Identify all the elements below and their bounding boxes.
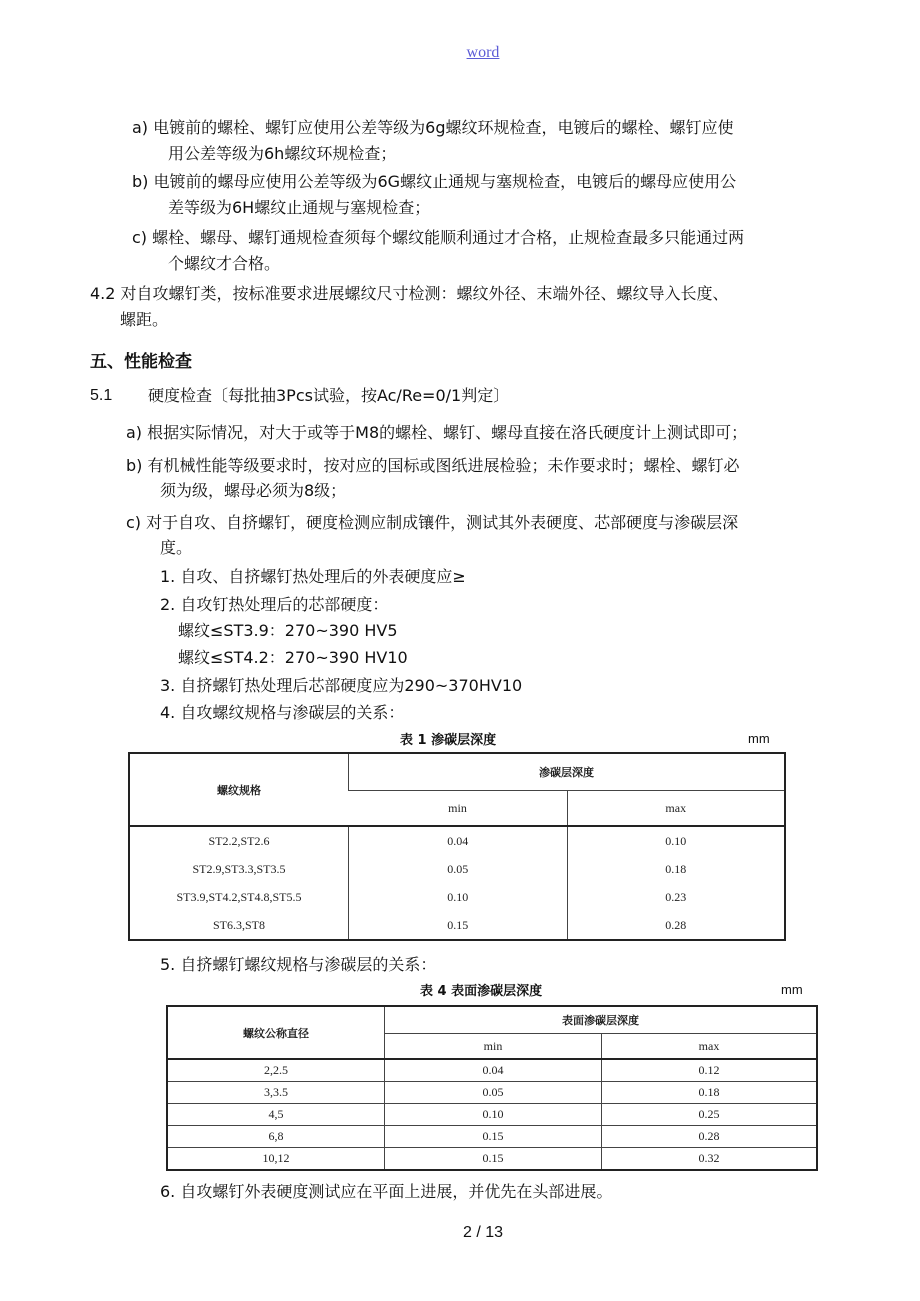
table2-cell-max: 0.18 bbox=[602, 1082, 818, 1104]
sub-item-2: 2. 自攻钉热处理后的芯部硬度： bbox=[160, 595, 389, 614]
hardness-item-c-line2: 度。 bbox=[160, 538, 193, 557]
header-word-link[interactable]: word bbox=[466, 44, 500, 61]
table2-cell-spec: 3,3.5 bbox=[167, 1082, 385, 1104]
table-row bbox=[129, 883, 785, 911]
table1-cell-spec: ST2.9,ST3.3,ST3.5 bbox=[192, 861, 286, 876]
item-b-line1: b) 电镀前的螺母应使用公差等级为6G螺纹止通规与塞规检查，电镀后的螺母应使用公 bbox=[132, 172, 737, 191]
table1-cell-max: 0.18 bbox=[567, 855, 785, 883]
table-row bbox=[167, 1148, 817, 1171]
table2-cell-max: 0.28 bbox=[602, 1126, 818, 1148]
table-row bbox=[167, 1104, 817, 1126]
table1-header-min: min bbox=[349, 791, 568, 827]
table2-caption: 表 4 表面渗碳层深度 bbox=[420, 984, 543, 999]
item-4-2-line2: 螺距。 bbox=[120, 310, 169, 329]
table2-cell-min: 0.15 bbox=[385, 1126, 602, 1148]
table2-unit: mm bbox=[781, 982, 803, 997]
table2-header-min: min bbox=[385, 1034, 602, 1060]
table2-cell-min: 0.10 bbox=[385, 1104, 602, 1126]
table1-header-max: max bbox=[567, 791, 785, 827]
table1-cell-min: 0.15 bbox=[349, 911, 568, 940]
item-5-1-title: 硬度检查〔每批抽3Pcs试验，按Ac/Re=0/1判定〕 bbox=[148, 386, 510, 405]
item-c-line2: 个螺纹才合格。 bbox=[168, 254, 281, 273]
table1-cell-max: 0.23 bbox=[567, 883, 785, 911]
table1-cell-spec: ST3.9,ST4.2,ST4.8,ST5.5 bbox=[176, 889, 302, 904]
sub-item-2-spec-b: 螺纹≤ST4.2：270~390 HV10 bbox=[178, 648, 408, 667]
table2-header-spec: 螺纹公称直径 bbox=[167, 1006, 385, 1059]
section-title: 五、性能检查 bbox=[90, 352, 192, 372]
table1-header-group: 渗碳层深度 bbox=[349, 753, 786, 791]
hardness-item-b-line2: 须为级，螺母必须为8级； bbox=[160, 481, 347, 500]
item-b-line2: 差等级为6H螺纹止通规与塞规检查； bbox=[168, 198, 431, 217]
table2-cell-min: 0.15 bbox=[385, 1148, 602, 1171]
table1-unit: mm bbox=[748, 731, 770, 746]
sub-item-1: 1. 自攻、自挤螺钉热处理后的外表硬度应≥ bbox=[160, 567, 466, 586]
table1 bbox=[128, 752, 786, 941]
table1-cell-spec: ST6.3,ST8 bbox=[212, 917, 265, 932]
sub-item-2-spec-a: 螺纹≤ST3.9：270~390 HV5 bbox=[178, 621, 398, 640]
table2-header-group: 表面渗碳层深度 bbox=[385, 1006, 818, 1034]
table1-cell-min: 0.04 bbox=[349, 826, 568, 855]
table-row bbox=[167, 1126, 817, 1148]
table2-cell-spec: 6,8 bbox=[167, 1126, 385, 1148]
table1-caption: 表 1 渗碳层深度 bbox=[400, 733, 497, 748]
page-number: 2 / 13 bbox=[462, 1224, 504, 1241]
hardness-item-a: a) 根据实际情况，对大于或等于M8的螺栓、螺钉、螺母直接在洛氏硬度计上测试即可； bbox=[126, 423, 748, 442]
item-a-line1: a) 电镀前的螺栓、螺钉应使用公差等级为6g螺纹环规检查，电镀后的螺栓、螺钉应使 bbox=[132, 118, 734, 137]
sub-item-5: 5. 自挤螺钉螺纹规格与渗碳层的关系： bbox=[160, 955, 437, 974]
table1-cell-max: 0.10 bbox=[567, 826, 785, 855]
item-5-1-number: 5.1 bbox=[90, 387, 113, 404]
table2-cell-max: 0.25 bbox=[602, 1104, 818, 1126]
item-a-line2: 用公差等级为6h螺纹环规检查； bbox=[168, 144, 397, 163]
table1-header-spec: 螺纹规格 bbox=[129, 753, 349, 826]
sub-item-4: 4. 自攻螺纹规格与渗碳层的关系： bbox=[160, 703, 405, 722]
table2-cell-min: 0.05 bbox=[385, 1082, 602, 1104]
table2-cell-spec: 2,2.5 bbox=[167, 1059, 385, 1082]
table2-cell-spec: 4,5 bbox=[167, 1104, 385, 1126]
table2 bbox=[166, 1005, 818, 1171]
sub-item-6: 6. 自攻螺钉外表硬度测试应在平面上进展，并优先在头部进展。 bbox=[160, 1182, 613, 1201]
table-row bbox=[167, 1059, 817, 1082]
sub-item-3: 3. 自挤螺钉热处理后芯部硬度应为290~370HV10 bbox=[160, 676, 523, 695]
table-row bbox=[129, 911, 785, 940]
table2-cell-spec: 10,12 bbox=[167, 1148, 385, 1171]
table1-cell-spec: ST2.2,ST2.6 bbox=[208, 833, 270, 848]
table-row bbox=[129, 826, 785, 855]
table1-cell-max: 0.28 bbox=[567, 911, 785, 940]
table1-cell-min: 0.05 bbox=[349, 855, 568, 883]
hardness-item-c-line1: c) 对于自攻、自挤螺钉，硬度检测应制成镶件，测试其外表硬度、芯部硬度与渗碳层深 bbox=[126, 513, 739, 532]
hardness-item-b-line1: b) 有机械性能等级要求时，按对应的国标或图纸进展检验；未作要求时；螺栓、螺钉必 bbox=[126, 456, 740, 475]
table2-cell-max: 0.32 bbox=[602, 1148, 818, 1171]
table-row bbox=[129, 855, 785, 883]
table2-cell-min: 0.04 bbox=[385, 1059, 602, 1082]
item-4-2-line1: 4.2 对自攻螺钉类，按标准要求进展螺纹尺寸检测：螺纹外径、末端外径、螺纹导入长度、 bbox=[90, 284, 729, 303]
item-c-line1: c) 螺栓、螺母、螺钉通规检查须每个螺纹能顺利通过才合格，止规检查最多只能通过两 bbox=[132, 228, 745, 247]
table2-cell-max: 0.12 bbox=[602, 1059, 818, 1082]
table2-header-max: max bbox=[602, 1034, 818, 1060]
table1-cell-min: 0.10 bbox=[349, 883, 568, 911]
table-row bbox=[167, 1082, 817, 1104]
